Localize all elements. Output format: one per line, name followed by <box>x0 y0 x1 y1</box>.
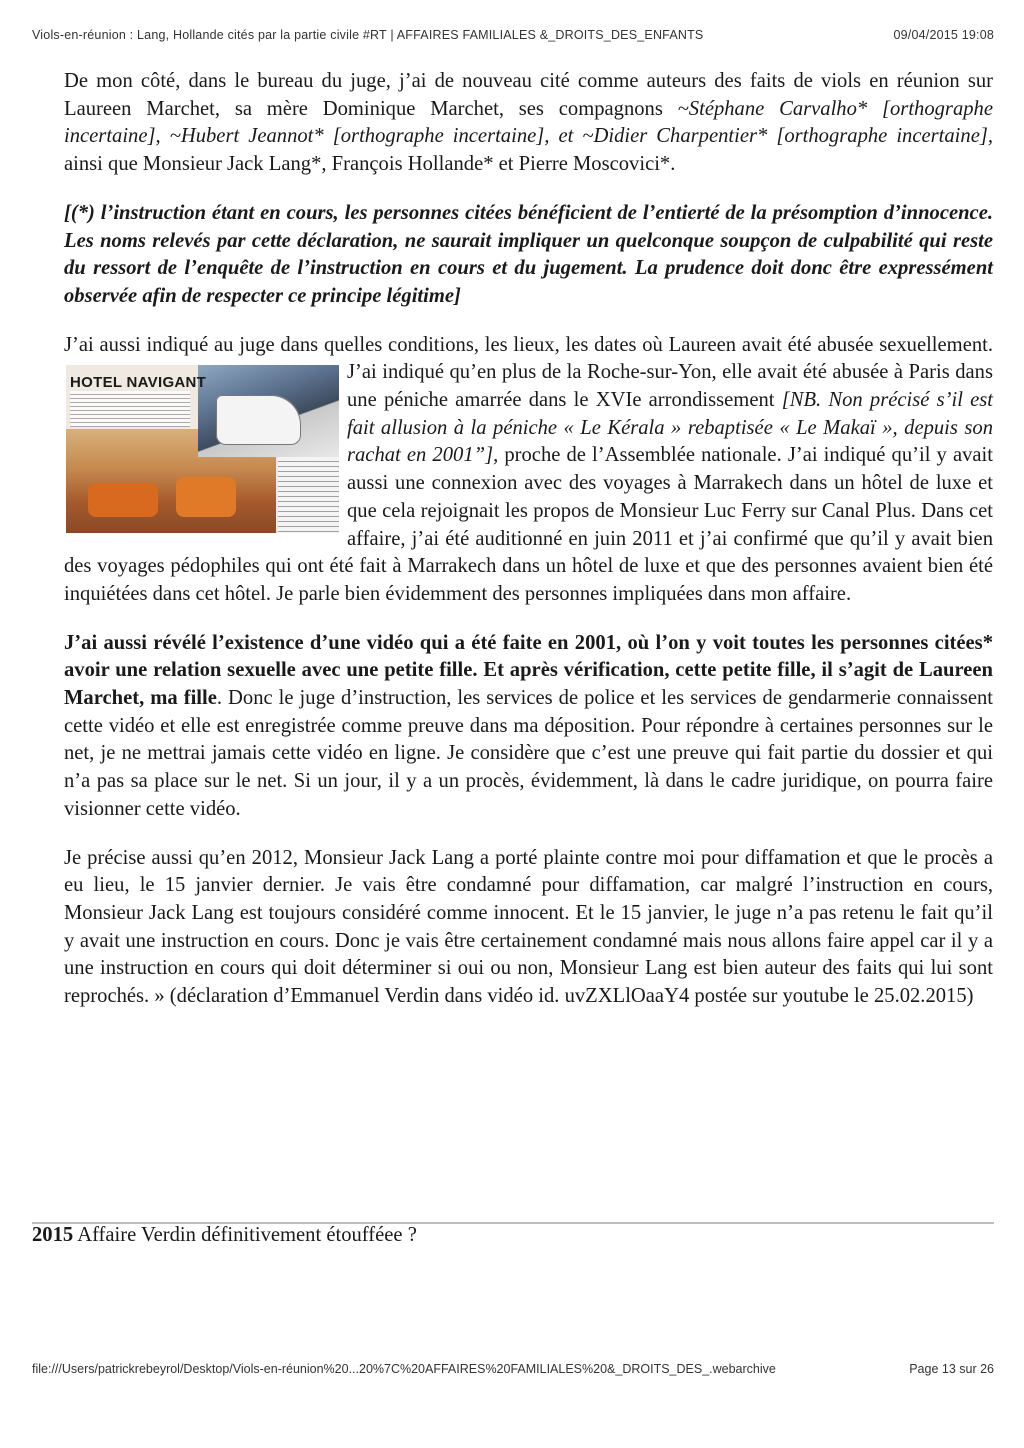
hotel-navigant-image <box>66 365 339 533</box>
p4-text-rest: . Donc le juge d’instruction, les services de police et les services de gendarmerie connaissent cette vidéo et elle est enregistrée comme preuve dans ma déposition. Pour répondre à certaines personnes sur le net, je ne mettrai jamais cette vidéo en ligne. Je considère que c’est une preuve qui fait partie du dossier et qui n’a pas sa place sur le net. Si un jour, il y a un procès, évidemment, là dans le cadre juridique, on pourra faire visionner cette vidéo. <box>64 687 993 820</box>
disclaimer-paragraph: [(*) l’instruction étant en cours, les personnes citées bénéficient de l’entierté de la présomption d’innocence. Les noms relevés par cette déclaration, ne saurait impliquer un quelconque soupçon de culpabilité qui reste du ressort de l’enquête de l’instruction en cours et du jugement. La prudence doit donc être expressément observée afin de respecter ce principe légitime] <box>64 201 993 307</box>
image-title: HOTEL NAVIGANT <box>70 374 207 392</box>
page-number: Page 13 sur 26 <box>909 1362 994 1376</box>
page-header <box>32 28 994 42</box>
paragraph-4 <box>64 630 993 824</box>
p3-text-a: J’ai aussi indiqué au juge dans quelles conditions, les lieux, les dates où Laureen avait été abusée sexuellement. J’ai indiqué qu’en plus de la Roche-sur-Yon, elle avait été abusée à Paris <box>64 333 993 384</box>
p3-text-italic: [NB. Non précisé s’il est fait allusion à la péniche « Le Kérala » rebaptisée « Le Makaï », depuis son rachat en 2001”], <box>347 389 994 467</box>
p4-text-bold: J’ai aussi révélé l’existence d’une vidéo qui a été faite en 2001, où l’on y voit toutes les personnes citées* avoir une relation sexuelle avec une petite fille. Et après vérification, cette petite fille, il s’agit de Laureen Marchet, ma fille <box>64 631 993 710</box>
header-title: Viols-en-réunion : Lang, Hollande cités par la partie civile #RT | AFFAIRES FAMILIALES &_DROITS_DES_ENFANTS <box>32 28 704 42</box>
section-heading <box>32 1224 417 1247</box>
paragraph-5: Je précise aussi qu’en 2012, Monsieur Jack Lang a porté plainte contre moi pour diffamation et que le procès a eu lieu, le 15 janvier dernier. Je vais être condamné pour diffamation, car malgré l’instruction en cours, Monsieur Jack Lang est toujours considéré comme innocent. Et le 15 janvier, le juge n’a pas retenu le fait qu’il y avait une instruction en cours. Donc je vais être certainement condamné mais nous allons faire appel car il y a une instruction en cours qui doit déterminer si oui ou non, Monsieur Lang est bien auteur des faits qui lui sont reprochés. » (déclaration d’Emmanuel Verdin dans vidéo id. uvZXLlOaaY4 postée sur youtube le 25.02.2015) <box>64 846 993 1008</box>
header-datetime: 09/04/2015 19:08 <box>893 28 994 42</box>
p3-text-b: dans une péniche amarrée dans le XVIe arrondissement <box>347 361 993 412</box>
p1-text-a: De mon côté, dans le bureau du juge, j’ai de nouveau cité comme auteurs des faits de viols en réunion sur Laureen Marchet, sa mère Dominique Marchet, ses compagnons <box>64 70 993 120</box>
article-body <box>64 68 993 1032</box>
p3-text-d: proche de l’Assemblée nationale. J’ai indiqué qu’il y avait aussi une connexion avec des voyages à Marrakech dans un hôtel de luxe et que cela rejoignait les propos de Monsieur Luc Ferry sur Canal Plus. Dans cet affaire, j’ai été auditionné en juin 2011 et j’ai confirmé que qu’il y avait bien des voyages pédophiles qui ont été fait à Marrakech dans un hôtel de luxe et que des personnes avaient bien été inquiétées dans cet hôtel. Je parle bien évidemment des personnes impliquées dans mon affaire. <box>64 444 993 605</box>
paragraph-3 <box>64 332 993 609</box>
p1-text-italic: ~Stéphane Carvalho* [orthographe incertaine], ~Hubert Jeannot* [orthographe incertaine], et ~Didier Charpentier* [orthographe incertaine], <box>64 97 993 148</box>
section-title: Affaire Verdin définitivement étoufféee ? <box>73 1224 417 1246</box>
p1-text-c: ainsi que Monsieur Jack Lang*, François Hollande* et Pierre Moscovici*. <box>64 153 676 176</box>
section-year: 2015 <box>32 1224 74 1246</box>
footer-file-path: file:///Users/patrickrebeyrol/Desktop/Viols-en-réunion%20...20%7C%20AFFAIRES%20FAMILIALES%20&_DROITS_DES_.webarchive <box>32 1362 776 1376</box>
paragraph-1 <box>64 68 993 179</box>
page-footer <box>32 1362 994 1376</box>
